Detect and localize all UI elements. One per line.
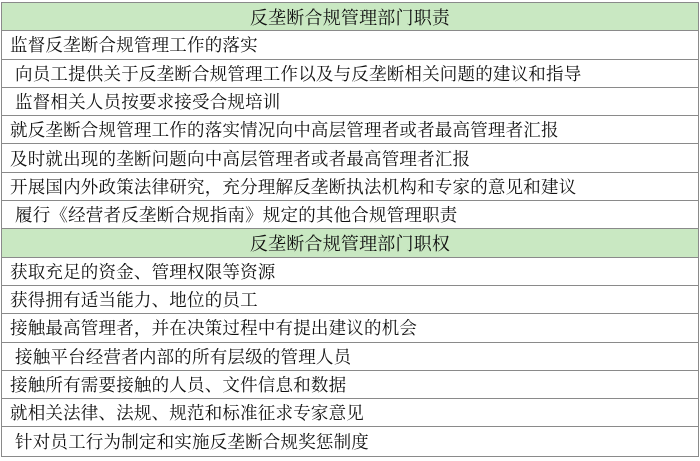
duty-row — [2, 88, 698, 116]
power-text: 接触最高管理者，并在决策过程中有提出建议的机会 — [10, 319, 418, 340]
duty-row — [2, 60, 698, 88]
duty-row — [2, 173, 698, 201]
section-title-powers: 反垄断合规管理部门职权 — [249, 234, 451, 256]
duty-row — [2, 31, 698, 59]
compliance-table — [1, 2, 699, 457]
power-row — [2, 314, 698, 342]
duty-text: 履行《经营者反垄断合规指南》规定的其他合规管理职责 — [15, 206, 458, 227]
power-row — [2, 427, 698, 455]
section-header-duties — [2, 3, 698, 31]
duty-text: 开展国内外政策法律研究，充分理解反垄断执法机构和专家的意见和建议 — [10, 177, 577, 198]
power-text: 接触平台经营者内部的所有层级的管理人员 — [15, 347, 352, 368]
power-row — [2, 258, 698, 286]
duty-text: 及时就出现的垄断问题向中高层管理者或者最高管理者汇报 — [10, 149, 471, 170]
duty-text: 监督相关人员按要求接受合规培训 — [15, 93, 281, 114]
duty-row — [2, 144, 698, 172]
power-row — [2, 286, 698, 314]
duty-row — [2, 116, 698, 144]
section-title-duties: 反垄断合规管理部门职责 — [249, 7, 451, 29]
power-text: 就相关法律、法规、规范和标准征求专家意见 — [10, 404, 364, 425]
duty-text: 向员工提供关于反垄断合规管理工作以及与反垄断相关问题的建议和指导 — [15, 64, 582, 85]
duty-text: 监督反垄断合规管理工作的落实 — [10, 36, 258, 57]
duty-row — [2, 201, 698, 229]
power-text: 获取充足的资金、管理权限等资源 — [10, 262, 276, 283]
power-row — [2, 343, 698, 371]
power-row — [2, 399, 698, 427]
power-text: 接触所有需要接触的人员、文件信息和数据 — [10, 376, 347, 396]
duty-text: 就反垄断合规管理工作的落实情况向中高层管理者或者最高管理者汇报 — [10, 121, 559, 142]
section-header-powers — [2, 229, 698, 257]
power-text: 针对员工行为制定和实施反垄断合规奖惩制度 — [15, 433, 369, 454]
power-text: 获得拥有适当能力、地位的员工 — [10, 291, 258, 312]
power-row — [2, 371, 698, 399]
